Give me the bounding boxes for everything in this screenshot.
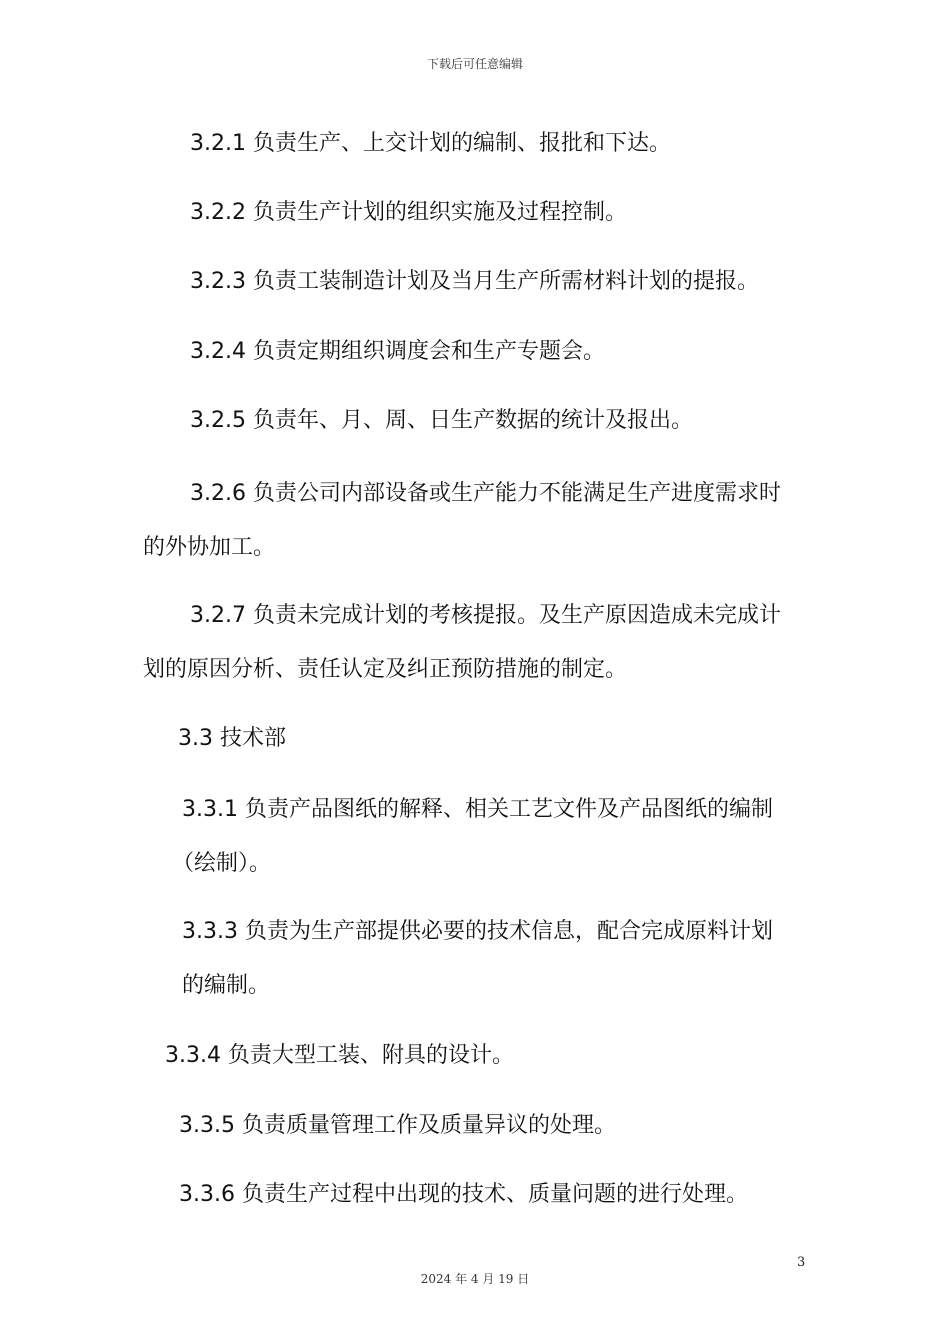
paragraph-line: 的编制。 bbox=[182, 973, 271, 998]
paragraph-3-2-1 bbox=[190, 117, 671, 171]
paragraph-line: 3.2.3 负责工装制造计划及当月生产所需材料计划的提报。 bbox=[190, 269, 759, 294]
paragraph-line: 3.3.1 负责产品图纸的解释、相关工艺文件及产品图纸的编制 bbox=[182, 797, 773, 822]
paragraph-3-3-5 bbox=[179, 1099, 616, 1153]
paragraph-3-3-6 bbox=[179, 1168, 748, 1222]
paragraph-line: 3.2.1 负责生产、上交计划的编制、报批和下达。 bbox=[190, 131, 671, 156]
paragraph-line: 3.2.5 负责年、月、周、日生产数据的统计及报出。 bbox=[190, 408, 693, 433]
paragraph-3-2-7 bbox=[143, 589, 781, 697]
page-header: 下载后可任意编辑 bbox=[426, 57, 523, 71]
paragraph-line: 3.2.6 负责公司内部设备或生产能力不能满足生产进度需求时 bbox=[190, 481, 781, 506]
paragraph-line: 3.3.4 负责大型工装、附具的设计。 bbox=[165, 1043, 514, 1068]
paragraph-line: 3.3.5 负责质量管理工作及质量异议的处理。 bbox=[179, 1113, 616, 1138]
paragraph-line: 划的原因分析、责任认定及纠正预防措施的制定。 bbox=[143, 657, 628, 682]
section-heading-3-3 bbox=[178, 712, 286, 766]
paragraph-3-2-2 bbox=[190, 186, 627, 240]
paragraph-3-2-6 bbox=[143, 467, 781, 575]
paragraph-3-3-1 bbox=[172, 783, 773, 891]
paragraph-line: 3.2.4 负责定期组织调度会和生产专题会。 bbox=[190, 339, 605, 364]
page-footer-date: 2024 年 4 月 19 日 bbox=[420, 1272, 530, 1286]
paragraph-line: 3.2.7 负责未完成计划的考核提报。及生产原因造成未完成计 bbox=[190, 603, 781, 628]
paragraph-line: 3.2.2 负责生产计划的组织实施及过程控制。 bbox=[190, 200, 627, 225]
page-number: 3 bbox=[797, 1255, 806, 1270]
paragraph-line: 的外协加工。 bbox=[143, 535, 276, 560]
paragraph-3-2-5 bbox=[190, 394, 693, 448]
paragraph-3-3-4 bbox=[165, 1029, 514, 1083]
paragraph-line: （绘制）。 bbox=[172, 851, 272, 876]
paragraph-line: 3.3.6 负责生产过程中出现的技术、质量问题的进行处理。 bbox=[179, 1182, 748, 1207]
section-heading-text: 3.3 技术部 bbox=[178, 726, 286, 751]
paragraph-3-2-4 bbox=[190, 325, 605, 379]
paragraph-line: 3.3.3 负责为生产部提供必要的技术信息，配合完成原料计划 bbox=[182, 919, 773, 944]
paragraph-3-2-3 bbox=[190, 255, 759, 309]
paragraph-3-3-3 bbox=[182, 905, 773, 1013]
